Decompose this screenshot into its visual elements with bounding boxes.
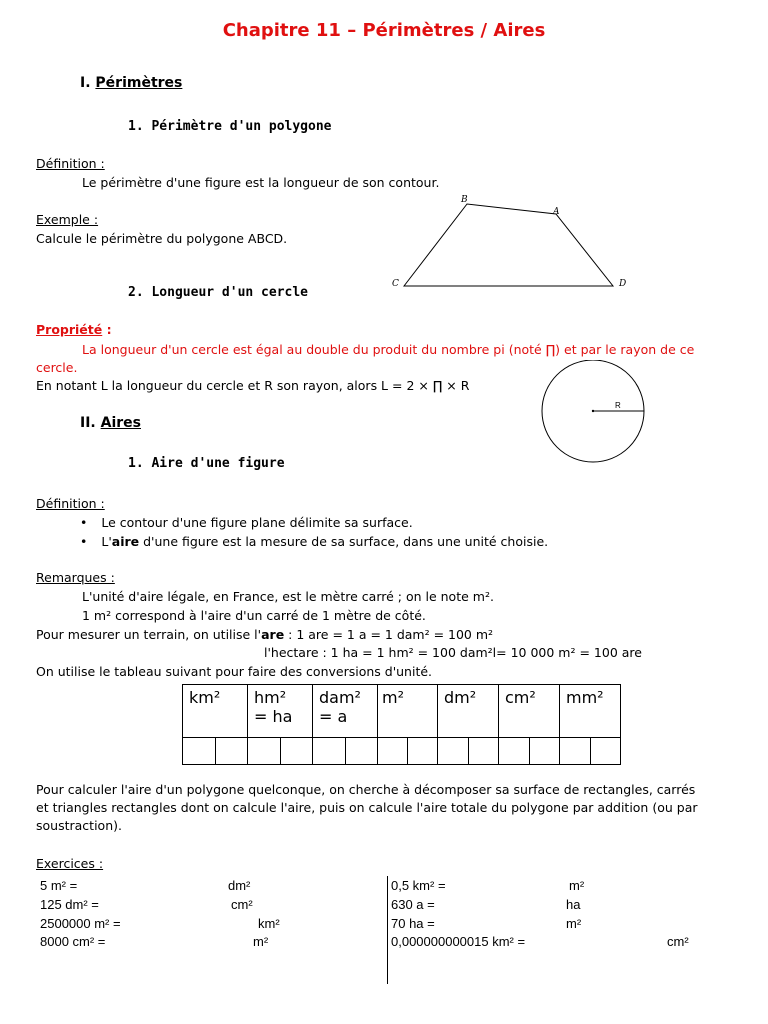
conversion-cell[interactable] xyxy=(313,738,346,765)
property-text-line1: La longueur d'un cercle est égal au double du produit du nombre pi (noté ∏) et par le rayon de ce xyxy=(82,342,695,357)
conversion-cell[interactable] xyxy=(378,738,408,765)
remarks-label: Remarques : xyxy=(36,570,115,585)
vertex-label-b: B xyxy=(461,195,468,205)
conversion-cell[interactable] xyxy=(183,738,216,765)
conversion-cell[interactable] xyxy=(438,738,469,765)
units-header-row xyxy=(183,685,621,738)
exercise-right-4-unit: cm² xyxy=(667,934,689,949)
page-title: Chapitre 11 – Périmètres / Aires xyxy=(222,20,546,41)
conversion-table xyxy=(182,684,621,765)
example-text: Calcule le périmètre du polygone ABCD. xyxy=(36,231,288,246)
conversion-cell[interactable] xyxy=(215,738,248,765)
section-label: Périmètres xyxy=(95,75,183,91)
circle-center xyxy=(592,410,594,412)
exercise-left-1-question: 5 m² = xyxy=(40,878,78,893)
subheading-aire-figure: 1. Aire d'une figure xyxy=(128,456,285,471)
conversion-cell[interactable] xyxy=(345,738,378,765)
property-heading xyxy=(36,322,112,337)
definition-label: Définition : xyxy=(36,496,105,511)
exercises-label: Exercices : xyxy=(36,856,104,871)
exercise-right-1-unit: m² xyxy=(569,878,585,893)
bullet-text-pre: L' xyxy=(101,534,112,549)
property-label: Propriété xyxy=(36,322,103,337)
definition-label: Définition : xyxy=(36,156,105,171)
exercise-left-3-question: 2500000 m² = xyxy=(40,916,121,931)
section-heading-perimetres xyxy=(80,75,182,91)
remark-2: 1 m² correspond à l'aire d'un carré de 1 mètre de côté. xyxy=(82,608,426,623)
conversion-cell[interactable] xyxy=(590,738,621,765)
bullet-text-bold: aire xyxy=(111,534,140,549)
polygon-abcd-figure xyxy=(388,192,638,298)
exercise-left-2-question: 125 dm² = xyxy=(40,897,99,912)
bullet-item-1 xyxy=(80,515,413,530)
remark-3-bold: are xyxy=(261,627,285,642)
conversion-cell[interactable] xyxy=(468,738,499,765)
bullet-icon: • xyxy=(80,515,88,530)
unit-header-cell: cm² xyxy=(499,685,560,738)
remark-4: l'hectare : 1 ha = 1 hm² = 100 dam²l= 10 000 m² = 100 are xyxy=(264,645,642,660)
exercise-right-4-question: 0,000000000015 km² = xyxy=(391,934,526,949)
exercises-divider xyxy=(387,876,388,984)
paragraph-line-2: et triangles rectangles dont on calcule l'aire, puis on calcule l'aire totale du polygone par addition (ou par xyxy=(36,800,698,815)
vertex-label-d: D xyxy=(619,279,627,289)
unit-header-cell: km² xyxy=(183,685,248,738)
remark-3-post: : 1 are = 1 a = 1 dam² = 100 m² xyxy=(284,627,494,642)
exercise-left-4-unit: m² xyxy=(253,934,269,949)
conversion-cell[interactable] xyxy=(529,738,560,765)
remark-5: On utilise le tableau suivant pour faire des conversions d'unité. xyxy=(36,664,433,679)
vertex-label-a: A xyxy=(553,207,560,217)
exercise-left-2-unit: cm² xyxy=(231,897,253,912)
section-label: Aires xyxy=(100,415,141,431)
exercise-right-3-question: 70 ha = xyxy=(391,916,435,931)
unit-header-cell: mm² xyxy=(560,685,621,738)
remark-3-pre: Pour mesurer un terrain, on utilise l' xyxy=(36,627,262,642)
conversion-cell[interactable] xyxy=(248,738,281,765)
conversion-cell[interactable] xyxy=(408,738,438,765)
units-input-row xyxy=(183,738,621,765)
subheading-longueur-cercle: 2. Longueur d'un cercle xyxy=(128,285,309,300)
unit-header-cell: hm² = ha xyxy=(248,685,313,738)
unit-header-cell: dam² = a xyxy=(313,685,378,738)
exercise-right-2-unit: ha xyxy=(566,897,581,912)
subheading-perimetre-polygone: 1. Périmètre d'un polygone xyxy=(128,119,332,134)
exercise-left-1-unit: dm² xyxy=(228,878,251,893)
example-label: Exemple : xyxy=(36,212,99,227)
conversion-cell[interactable] xyxy=(560,738,591,765)
exercise-left-3-unit: km² xyxy=(258,916,280,931)
exercise-left-4-question: 8000 cm² = xyxy=(40,934,106,949)
section-heading-aires xyxy=(80,415,141,431)
radius-label: R xyxy=(615,401,621,410)
conversion-cell[interactable] xyxy=(280,738,313,765)
paragraph-line-1: Pour calculer l'aire d'un polygone quelconque, on cherche à décomposer sa surface de rectangles, carrés xyxy=(36,782,696,797)
bullet-icon: • xyxy=(80,534,88,549)
remark-1: L'unité d'aire légale, en France, est le mètre carré ; on le note m². xyxy=(82,589,494,604)
exercise-right-1-question: 0,5 km² = xyxy=(391,878,446,893)
bullet-text-post: d'une figure est la mesure de sa surface, dans une unité choisie. xyxy=(139,534,549,549)
property-text-line2: cercle. xyxy=(36,360,78,375)
bullet-item-2 xyxy=(80,534,548,549)
property-colon: : xyxy=(102,322,112,337)
remark-3 xyxy=(36,627,493,642)
circle-figure xyxy=(538,360,650,464)
paragraph-line-3: soustraction). xyxy=(36,818,122,833)
section-number: I. xyxy=(80,75,91,91)
circle-notation: En notant L la longueur du cercle et R son rayon, alors L = 2 × ∏ × R xyxy=(36,378,470,393)
unit-header-cell: m² xyxy=(378,685,438,738)
definition-text: Le périmètre d'une figure est la longueur de son contour. xyxy=(82,175,440,190)
exercise-right-2-question: 630 a = xyxy=(391,897,435,912)
exercise-right-3-unit: m² xyxy=(566,916,582,931)
unit-header-cell: dm² xyxy=(438,685,499,738)
conversion-cell[interactable] xyxy=(499,738,530,765)
section-number: II. xyxy=(80,415,96,431)
bullet-text: Le contour d'une figure plane délimite sa surface. xyxy=(101,515,413,530)
polygon-abcd xyxy=(404,204,613,286)
vertex-label-c: C xyxy=(392,279,399,289)
